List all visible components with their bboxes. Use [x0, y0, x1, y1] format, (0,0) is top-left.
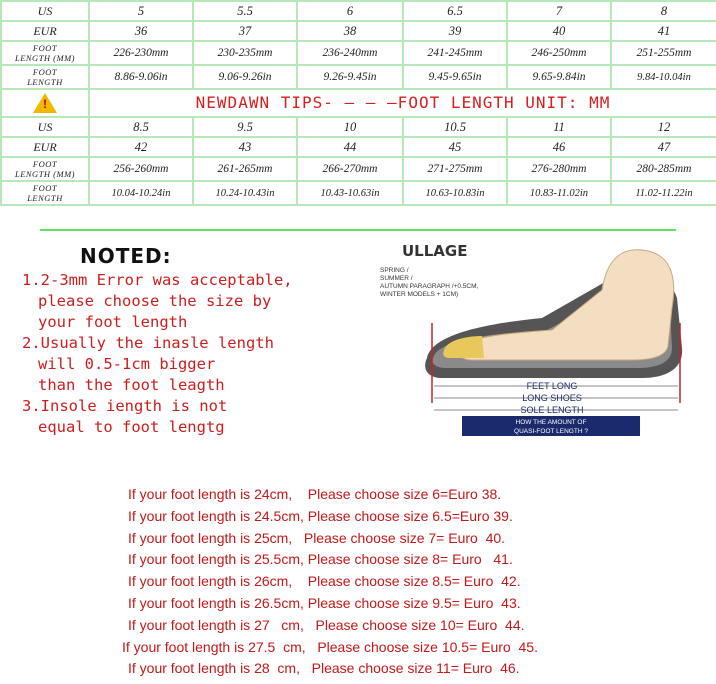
foot-length-in-cell: 10.83-11.02in	[507, 181, 611, 205]
eur-size-cell: 37	[193, 21, 297, 41]
label-line: FOOT	[32, 159, 58, 169]
us-size-row	[1, 1, 716, 21]
size-advice-line: If your foot length is 24cm, Please choose size 6=Euro 38.	[128, 486, 502, 502]
foot-length-in-cell: 10.04-10.24in	[89, 181, 193, 205]
warning-cell	[1, 89, 89, 117]
eur-size-cell: 42	[89, 137, 193, 157]
size-advice-line: If your foot length is 28 cm, Please choose size 11= Euro 46.	[128, 660, 520, 677]
us-size-cell: 5	[89, 1, 193, 21]
label-line: LENGTH	[27, 193, 63, 203]
note-line: than the foot leagth	[38, 376, 225, 394]
foot-length-in-cell: 9.84-10.04in	[611, 65, 716, 89]
foot-length-mm-row	[1, 41, 716, 65]
us-size-cell: 10.5	[403, 117, 507, 137]
foot-length-in-cell: 8.86-9.06in	[89, 65, 193, 89]
feet-long-label: FEET LONG	[526, 381, 578, 391]
note-line: 2.Usually the inasle length	[22, 334, 274, 352]
note-line: your foot length	[38, 313, 188, 331]
noted-heading: NOTED:	[80, 244, 172, 268]
foot-length-in-cell: 9.45-9.65in	[403, 65, 507, 89]
ullage-note-line: WINTER MODELS + 1CM)	[380, 291, 459, 298]
size-advice-line: If your foot length is 26.5cm, Please choose size 9.5= Euro 43.	[128, 594, 521, 611]
foot-length-mm-cell: 230-235mm	[193, 41, 297, 65]
foot-measure-diagram	[372, 238, 702, 448]
us-size-cell: 8.5	[89, 117, 193, 137]
foot-length-in-row	[1, 181, 716, 205]
eur-size-cell: 46	[507, 137, 611, 157]
us-size-row	[1, 117, 716, 137]
foot-length-mm-cell: 251-255mm	[611, 41, 716, 65]
note-line: please choose the size by	[38, 292, 272, 310]
foot-length-mm-label	[1, 41, 89, 65]
eur-size-cell: 45	[403, 137, 507, 157]
us-size-cell: 12	[611, 117, 716, 137]
foot-length-in-cell: 10.43-10.63in	[297, 181, 403, 205]
eur-size-cell: 44	[297, 137, 403, 157]
foot-length-in-cell: 10.24-10.43in	[193, 181, 297, 205]
eur-size-cell: 38	[297, 21, 403, 41]
eur-size-row	[1, 21, 716, 41]
foot-length-mm-cell: 236-240mm	[297, 41, 403, 65]
foot-length-in-cell: 11.02-11.22in	[611, 181, 716, 205]
foot-length-in-cell: 10.63-10.83in	[403, 181, 507, 205]
label-line: FOOT	[32, 67, 58, 77]
size-advice-line: If your foot length is 25cm, Please choose size 7= Euro 40.	[128, 529, 506, 546]
foot-length-mm-cell: 241-245mm	[403, 41, 507, 65]
eur-size-row	[1, 137, 716, 157]
foot-length-in-cell: 9.26-9.45in	[297, 65, 403, 89]
eur-size-cell: 36	[89, 21, 193, 41]
ullage-note-line: SPRING /	[380, 267, 409, 274]
ullage-title: ULLAGE	[402, 242, 468, 260]
eur-label: EUR	[1, 137, 89, 157]
size-advice-line: If your foot length is 26cm, Please choose size 8.5= Euro 42.	[128, 573, 521, 590]
sole-length-label: SOLE LENGTH	[520, 405, 584, 415]
warning-exclamation: !	[43, 97, 47, 111]
foot-length-mm-cell: 276-280mm	[507, 157, 611, 181]
foot-length-in-row	[1, 65, 716, 89]
ullage-note-line: SUMMER /	[380, 275, 413, 282]
note-line: 1.2-3mm Error was acceptable,	[22, 271, 293, 289]
tips-text: NEWDAWN TIPS- — — —FOOT LENGTH UNIT: MM	[195, 93, 611, 112]
eur-size-cell: 43	[193, 137, 297, 157]
size-advice-line: If your foot length is 25.5cm, Please choose size 8= Euro 41.	[128, 551, 513, 568]
label-line: FOOT	[32, 43, 58, 53]
note-line: 3.Insole iength is not	[22, 397, 228, 415]
foot-length-in-cell: 9.06-9.26in	[193, 65, 297, 89]
note-line: will 0.5-1cm bigger	[38, 355, 216, 373]
us-size-cell: 10	[297, 117, 403, 137]
question-line: HOW THE AMOUNT OF	[515, 419, 587, 426]
size-chart-table	[0, 0, 716, 206]
eur-size-cell: 39	[403, 21, 507, 41]
long-shoes-label: LONG SHOES	[522, 393, 582, 403]
us-size-cell: 9.5	[193, 117, 297, 137]
foot-length-mm-cell: 256-260mm	[89, 157, 193, 181]
foot-length-mm-cell: 280-285mm	[611, 157, 716, 181]
question-line: QUASI-FOOT LENGTH ?	[514, 428, 588, 435]
us-size-cell: 5.5	[193, 1, 297, 21]
us-size-cell: 11	[507, 117, 611, 137]
us-size-cell: 6.5	[403, 1, 507, 21]
foot-length-mm-row	[1, 157, 716, 181]
us-size-cell: 7	[507, 1, 611, 21]
foot-length-mm-cell: 226-230mm	[89, 41, 193, 65]
foot-length-in-label	[1, 181, 89, 205]
size-advice-line: If your foot length is 24.5cm, Please choose size 6.5=Euro 39.	[128, 507, 513, 524]
us-label: US	[1, 117, 89, 137]
eur-label: EUR	[1, 21, 89, 41]
eur-size-cell: 41	[611, 21, 716, 41]
eur-size-cell: 40	[507, 21, 611, 41]
label-line: LENGTH	[27, 77, 63, 87]
foot-length-mm-cell: 266-270mm	[297, 157, 403, 181]
tips-row	[1, 89, 716, 117]
us-label: US	[1, 1, 89, 21]
section-divider	[40, 229, 676, 231]
size-advice-line: If your foot length is 27 cm, Please choose size 10= Euro 44.	[128, 616, 525, 633]
foot-length-mm-cell: 246-250mm	[507, 41, 611, 65]
us-size-cell: 6	[297, 1, 403, 21]
notes-list	[22, 270, 372, 438]
foot-length-mm-cell: 271-275mm	[403, 157, 507, 181]
foot-length-in-cell: 9.65-9.84in	[507, 65, 611, 89]
ullage-note-line: AUTUMN PARAGRAPH /+0.5CM,	[380, 283, 479, 290]
tips-cell	[89, 89, 716, 117]
size-advice-list	[0, 484, 716, 680]
size-advice-line: If your foot length is 27.5 cm, Please choose size 10.5= Euro 45.	[122, 638, 538, 655]
label-line: LENGTH (MM)	[14, 169, 76, 179]
foot-length-in-label	[1, 65, 89, 89]
note-line: equal to foot lengtg	[38, 418, 225, 436]
foot-length-mm-cell: 261-265mm	[193, 157, 297, 181]
foot-length-mm-label	[1, 157, 89, 181]
eur-size-cell: 47	[611, 137, 716, 157]
label-line: FOOT	[32, 183, 58, 193]
us-size-cell: 8	[611, 1, 716, 21]
label-line: LENGTH (MM)	[14, 53, 76, 63]
